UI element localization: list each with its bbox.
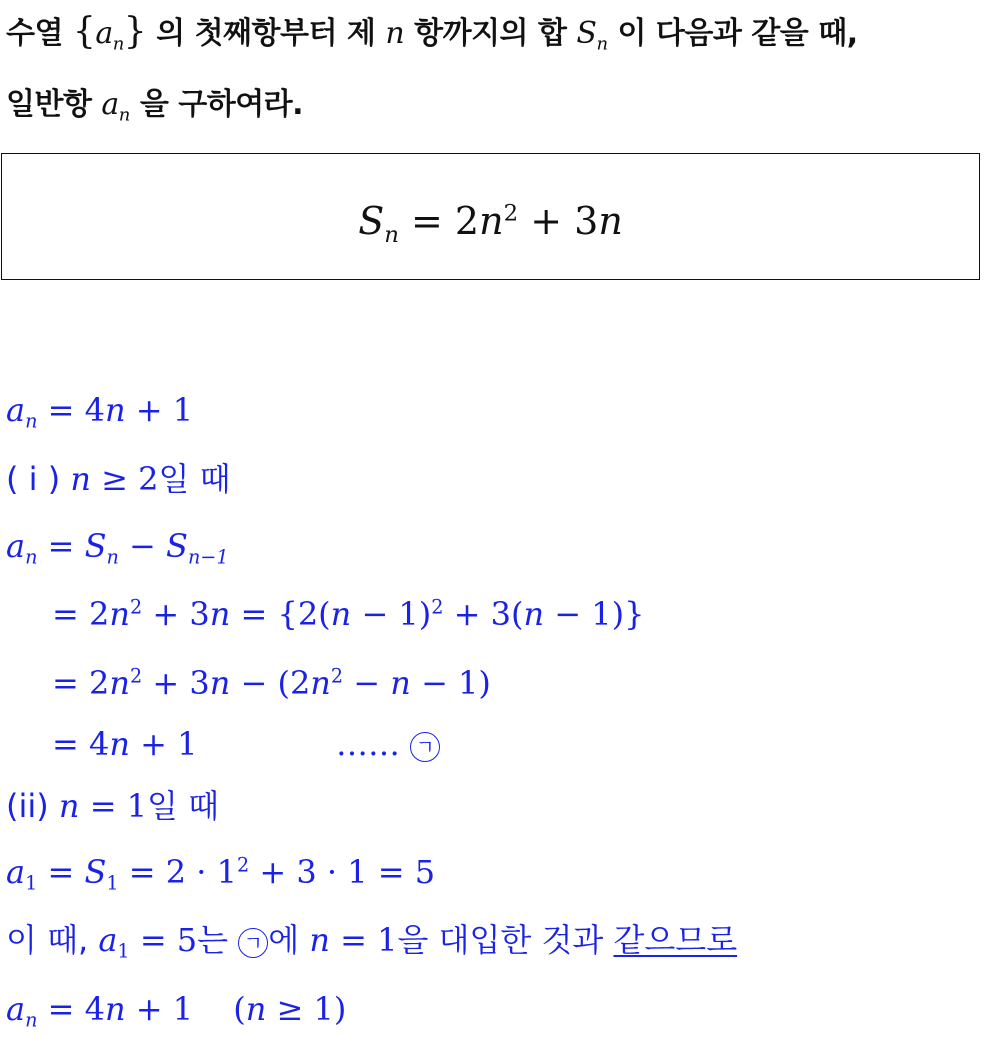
math-var: a	[6, 527, 26, 565]
math-sub: n	[25, 545, 38, 569]
math-sub: n	[118, 104, 130, 126]
math-text: = 1	[79, 787, 148, 825]
brace-close: }	[123, 11, 147, 52]
math-sub: n	[25, 1008, 38, 1032]
math-sup: 2	[503, 200, 519, 227]
math-var: n	[109, 664, 130, 702]
math-var: a	[6, 853, 26, 891]
math-var: a	[95, 16, 113, 51]
problem-text: 을 구하여라.	[129, 87, 304, 122]
conclusion-line	[6, 921, 738, 963]
math-sup: 2	[330, 664, 344, 688]
math-var: n	[330, 595, 352, 633]
conclusion-text: 이 때,	[6, 921, 99, 959]
math-var: n	[70, 460, 91, 498]
math-var: a	[98, 921, 118, 959]
math-var: n	[523, 595, 545, 633]
math-sub: n−1	[187, 545, 229, 569]
math-text: = 2	[398, 199, 480, 243]
step-2-line	[52, 595, 645, 633]
math-sub: n	[106, 545, 119, 569]
problem-line-1	[6, 11, 858, 55]
step-1-line	[6, 527, 229, 569]
math-text: −	[118, 527, 167, 565]
math-var: S	[576, 16, 597, 51]
math-sub: n	[596, 33, 608, 55]
math-var: n	[209, 595, 231, 633]
math-text: − 1)}	[544, 595, 645, 633]
conclusion-text-underlined: 같으므로	[613, 921, 738, 959]
math-var: n	[309, 921, 330, 959]
math-var: a	[101, 87, 119, 122]
math-var: S	[358, 199, 385, 243]
math-text: = {2(	[230, 595, 331, 633]
problem-line-2	[6, 87, 304, 126]
problem-text: 수열	[6, 16, 73, 51]
math-text: = 4	[37, 990, 105, 1028]
step-4-line	[52, 725, 198, 763]
math-var: S	[84, 853, 107, 891]
case-label: (ii)	[6, 787, 49, 825]
math-var: n	[310, 664, 331, 702]
math-text: + 1	[125, 990, 194, 1028]
math-text: (	[233, 990, 246, 1028]
problem-text: 일반항	[6, 87, 102, 122]
math-var: n	[245, 990, 267, 1028]
math-sup: 2	[431, 595, 444, 619]
math-text: = 1	[329, 921, 398, 959]
ellipsis: ……	[336, 725, 400, 763]
math-text: − (2	[230, 664, 311, 702]
math-text: ≥ 2	[90, 460, 159, 498]
math-var: n	[385, 16, 405, 51]
math-sub: n	[25, 409, 38, 433]
problem-text: 항까지의 합	[404, 16, 577, 51]
math-text: = 2 · 1	[118, 853, 237, 891]
math-text: − 1)	[351, 595, 432, 633]
math-text: =	[37, 853, 85, 891]
math-text: + 3	[142, 595, 210, 633]
math-text: ≥ 1	[266, 990, 334, 1028]
step-5-line	[6, 853, 436, 895]
math-text: + 3 · 1 = 5	[249, 853, 436, 891]
step-4-marker	[336, 725, 440, 763]
math-text: + 3	[142, 664, 210, 702]
formula-box	[1, 153, 980, 280]
math-sub: 1	[117, 939, 130, 963]
math-text: = 5는	[129, 921, 239, 959]
math-text: − 1)	[410, 664, 491, 702]
conclusion-text: 을 대입한 것과	[397, 921, 614, 959]
case-text: 일 때	[158, 460, 231, 498]
math-text: + 1	[129, 725, 198, 763]
math-var: n	[109, 595, 130, 633]
brace-open: {	[72, 11, 96, 52]
math-sub: n	[112, 33, 124, 55]
math-var: n	[104, 391, 126, 429]
answer-line	[6, 391, 194, 433]
math-sub: 1	[106, 871, 119, 895]
math-var: n	[109, 725, 130, 763]
given-formula	[2, 199, 979, 248]
math-text: = 2	[52, 664, 110, 702]
math-var: n	[390, 664, 411, 702]
case-1-line	[6, 460, 231, 498]
problem-text: 이 다음과 같을 때,	[607, 16, 858, 51]
math-text: −	[343, 664, 391, 702]
math-text: + 3	[518, 199, 599, 243]
math-var: S	[166, 527, 188, 565]
math-var: a	[6, 990, 26, 1028]
math-text: = 4	[52, 725, 110, 763]
math-sub: 1	[25, 871, 38, 895]
math-var: n	[479, 199, 504, 243]
math-sup: 2	[129, 595, 143, 619]
math-text: + 1	[125, 391, 194, 429]
math-text: = 4	[37, 391, 105, 429]
math-text: )	[333, 990, 347, 1028]
problem-text: 의 첫째항부터 제	[146, 16, 386, 51]
case-2-line	[6, 787, 220, 825]
circled-mark-icon: ㄱ	[410, 732, 440, 762]
math-var: n	[209, 664, 231, 702]
math-text: + 3(	[443, 595, 524, 633]
math-var: a	[6, 391, 26, 429]
math-sub: n	[384, 221, 399, 248]
case-text: 일 때	[147, 787, 220, 825]
math-var: n	[104, 990, 126, 1028]
case-label: ( i )	[6, 460, 61, 498]
math-var: S	[84, 527, 107, 565]
conclusion-text: 에	[268, 921, 310, 959]
final-answer-line	[6, 990, 347, 1032]
circled-mark-icon: ㄱ	[238, 928, 268, 958]
math-sup: 2	[236, 853, 250, 877]
math-sup: 2	[129, 664, 143, 688]
math-text: =	[37, 527, 85, 565]
math-var: n	[58, 787, 80, 825]
step-3-line	[52, 664, 491, 702]
math-var: n	[598, 199, 623, 243]
math-text: = 2	[52, 595, 110, 633]
